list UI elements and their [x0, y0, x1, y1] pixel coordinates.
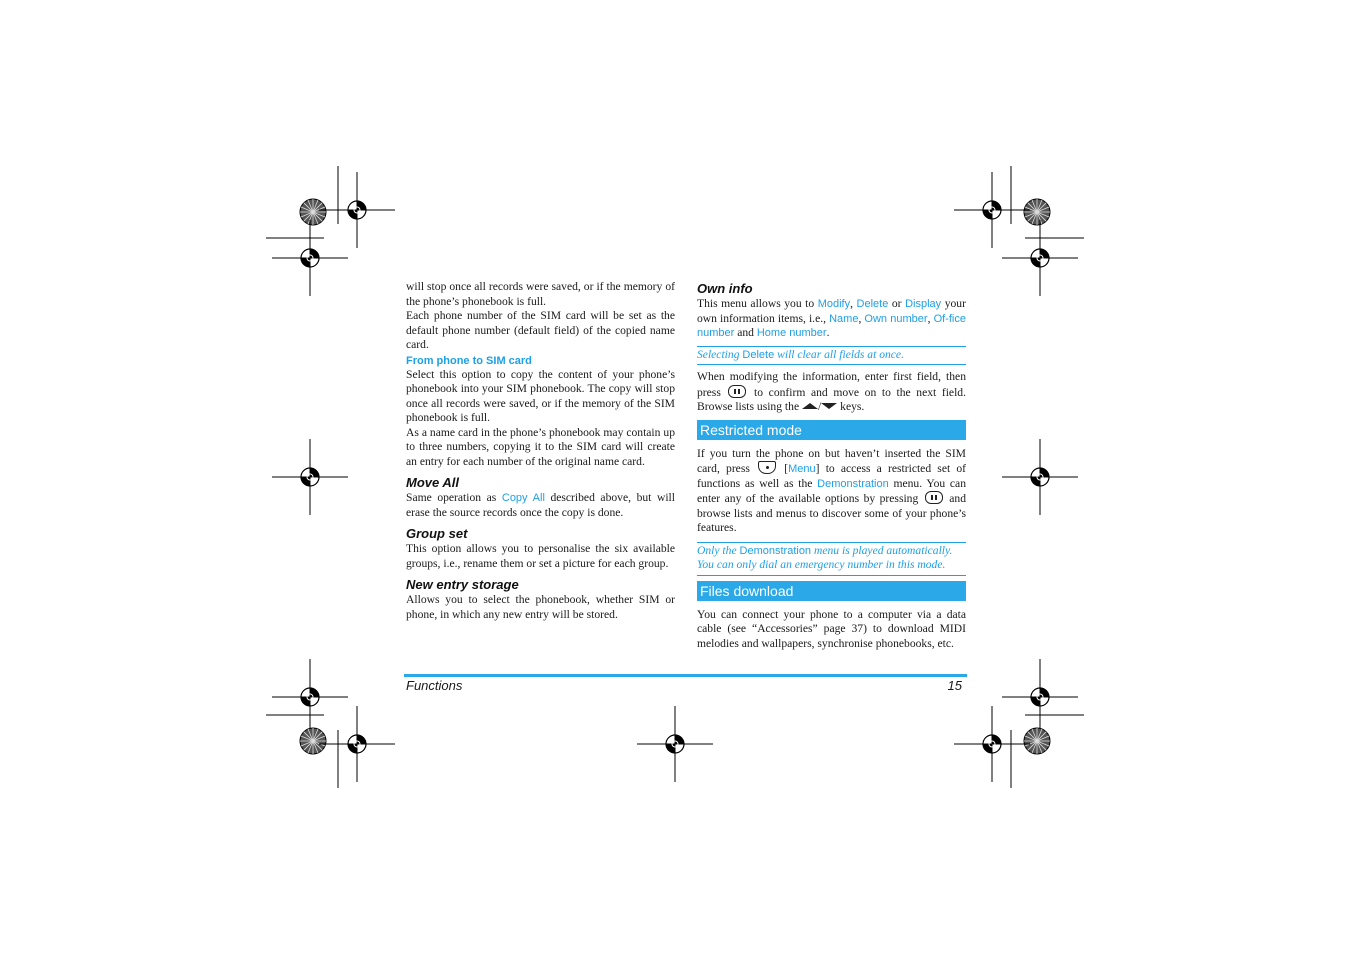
subheading-from-phone-to-sim: From phone to SIM card: [406, 354, 532, 367]
term-display: Display: [905, 298, 942, 310]
paragraph-default-number: Each phone number of the SIM card will be set as the default phone number (default field) of the copied name card.: [406, 309, 675, 351]
footer-section-title: Functions: [406, 678, 463, 693]
term-menu: Menu: [788, 463, 816, 475]
paragraph-own-info: This menu allows you to Modify, Delete or Display your own information items, i.e., Name, Own number, Of-fice number and Home number.: [697, 297, 966, 339]
note-demonstration: Only the Demonstration menu is played automatically. You can only dial an emergency number in this mode.: [697, 542, 966, 576]
term-name: Name: [829, 312, 859, 325]
left-column: [406, 280, 675, 622]
heading-restricted-mode: Restricted mode: [697, 420, 966, 440]
right-column: [697, 280, 966, 651]
note-delete: Selecting Delete will clear all fields at once.: [697, 346, 966, 366]
paragraph-group-set: This option allows you to personalise the six available groups, i.e., rename them or set a picture for each group.: [406, 542, 675, 570]
paragraph-name-card: As a name card in the phone’s phonebook may contain up to three numbers, copying it to the SIM card will create an entry for each number of the original name card.: [406, 425, 675, 468]
term-own-number: Own number: [864, 312, 928, 325]
ok-key-icon: [728, 385, 746, 398]
term-home-number: Home number: [756, 327, 827, 339]
heading-move-all: Move All: [406, 475, 459, 490]
paragraph-new-entry-storage: Allows you to select the phonebook, whether SIM or phone, in which any new entry will be stored.: [406, 593, 675, 621]
term-delete-note: Delete: [742, 348, 775, 361]
heading-group-set: Group set: [406, 526, 468, 541]
heading-own-info: Own info: [697, 281, 753, 296]
paragraph-copy-to-sim: Select this option to copy the content of your phone’s phonebook into your SIM phonebook. The copy will stop once all records were saved, or if the memory of the SIM phonebook is full.: [406, 367, 675, 424]
down-arrow-icon: [821, 403, 837, 409]
term-office-number: Of-fice number: [697, 312, 966, 339]
term-delete: Delete: [856, 298, 889, 310]
left-softkey-icon: [758, 461, 776, 474]
paragraph-stop-copy: will stop once all records were saved, or if the memory of the phone’s phonebook is full.: [406, 280, 675, 308]
page-number: 15: [947, 678, 962, 693]
heading-files-download: Files download: [697, 581, 966, 601]
paragraph-files-download: You can connect your phone to a computer via a data cable (see “Accessories” page 37) to download MIDI melodies and wallpapers, synchronise phonebooks, etc.: [697, 607, 966, 650]
paragraph-move-all: Same operation as Copy All described above, but will erase the source records once the copy is done.: [406, 491, 675, 519]
link-copy-all: Copy All: [501, 492, 545, 504]
term-demonstration: Demonstration: [817, 477, 889, 490]
term-demonstration-note: Demonstration: [739, 544, 812, 557]
paragraph-modify: When modifying the information, enter first field, then press to confirm and move on to the next field. Browse lists using the / keys.: [697, 370, 966, 413]
term-modify: Modify: [817, 298, 851, 310]
up-arrow-icon: [802, 403, 818, 409]
heading-new-entry-storage: New entry storage: [406, 577, 519, 592]
footer-rule: [404, 674, 967, 677]
ok-key-icon: [925, 491, 943, 504]
paragraph-restricted-mode: If you turn the phone on but haven’t inserted the SIM card, press [Menu] to access a restricted set of functions as well as the Demonstration menu. You can enter any of the available options by pressing and browse lists and menus to discover some of your phone’s features.: [697, 446, 967, 534]
